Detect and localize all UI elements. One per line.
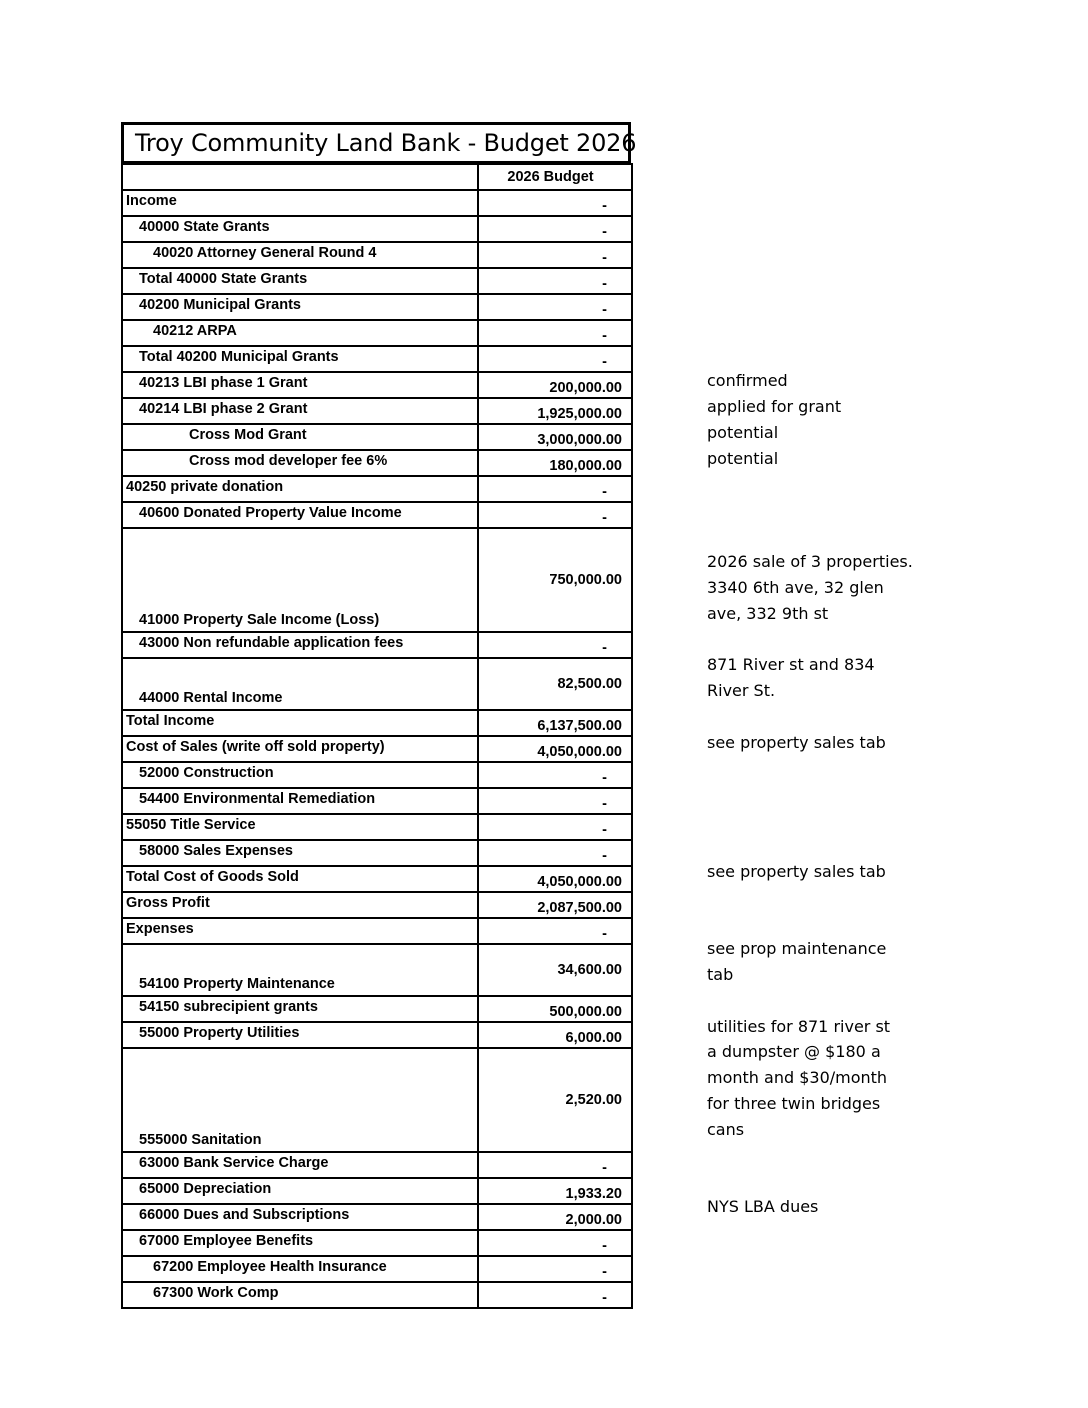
row-label: 44000 Rental Income bbox=[122, 658, 478, 710]
header-label-cell bbox=[122, 164, 478, 190]
note-line: month and $30/month bbox=[707, 1068, 888, 1087]
table-row bbox=[122, 1022, 632, 1048]
table-row bbox=[122, 918, 632, 944]
row-value: 2,520.00 bbox=[478, 1048, 632, 1152]
table-row bbox=[122, 502, 632, 528]
row-label: Expenses bbox=[122, 918, 478, 944]
table-row bbox=[122, 1204, 632, 1230]
row-label: Gross Profit bbox=[122, 892, 478, 918]
row-label: Income bbox=[122, 190, 478, 216]
table-row bbox=[122, 710, 632, 736]
table-row bbox=[122, 346, 632, 372]
note-line: tab bbox=[707, 965, 734, 984]
table-row bbox=[122, 372, 632, 398]
row-label: Cross mod developer fee 6% bbox=[122, 450, 478, 476]
row-label: Total Income bbox=[122, 710, 478, 736]
row-value: 750,000.00 bbox=[478, 528, 632, 632]
row-note bbox=[707, 859, 886, 885]
table-row bbox=[122, 1178, 632, 1204]
row-label: 555000 Sanitation bbox=[122, 1048, 478, 1152]
table-row bbox=[122, 528, 632, 632]
row-value: 2,087,500.00 bbox=[478, 892, 632, 918]
row-value: 1,933.20 bbox=[478, 1178, 632, 1204]
row-note bbox=[707, 1039, 887, 1143]
row-value: 3,000,000.00 bbox=[478, 424, 632, 450]
table-row bbox=[122, 424, 632, 450]
row-label: 65000 Depreciation bbox=[122, 1178, 478, 1204]
row-value: - bbox=[478, 840, 632, 866]
table-row bbox=[122, 658, 632, 710]
note-line: applied for grant bbox=[707, 397, 842, 416]
row-value: - bbox=[478, 1282, 632, 1308]
row-label: Total 40200 Municipal Grants bbox=[122, 346, 478, 372]
row-value: 4,050,000.00 bbox=[478, 866, 632, 892]
table-row bbox=[122, 190, 632, 216]
note-line: potential bbox=[707, 423, 779, 442]
row-label: 55000 Property Utilities bbox=[122, 1022, 478, 1048]
row-note bbox=[707, 394, 841, 420]
row-value: - bbox=[478, 320, 632, 346]
row-label: 67000 Employee Benefits bbox=[122, 1230, 478, 1256]
table-row bbox=[122, 398, 632, 424]
row-value: - bbox=[478, 1256, 632, 1282]
note-line: River St. bbox=[707, 681, 776, 700]
row-value: - bbox=[478, 918, 632, 944]
note-line: for three twin bridges bbox=[707, 1094, 881, 1113]
table-row bbox=[122, 840, 632, 866]
table-row bbox=[122, 476, 632, 502]
row-note bbox=[707, 420, 778, 446]
table-row bbox=[122, 632, 632, 658]
note-line: confirmed bbox=[707, 371, 788, 390]
row-value: 180,000.00 bbox=[478, 450, 632, 476]
table-row bbox=[122, 450, 632, 476]
table-row bbox=[122, 814, 632, 840]
row-label: 67200 Employee Health Insurance bbox=[122, 1256, 478, 1282]
note-line: see prop maintenance bbox=[707, 939, 887, 958]
table-row bbox=[122, 762, 632, 788]
row-label: 40214 LBI phase 2 Grant bbox=[122, 398, 478, 424]
row-note bbox=[707, 730, 886, 756]
row-label: 40600 Donated Property Value Income bbox=[122, 502, 478, 528]
note-line: 2026 sale of 3 properties. bbox=[707, 552, 913, 571]
row-value: - bbox=[478, 632, 632, 658]
row-note bbox=[707, 936, 886, 988]
row-value: 82,500.00 bbox=[478, 658, 632, 710]
table-row bbox=[122, 1256, 632, 1282]
row-note bbox=[707, 549, 913, 627]
row-note bbox=[707, 1194, 818, 1220]
row-label: 67300 Work Comp bbox=[122, 1282, 478, 1308]
note-line: see property sales tab bbox=[707, 862, 886, 881]
row-value: - bbox=[478, 502, 632, 528]
note-line: a dumpster @ $180 a bbox=[707, 1042, 881, 1061]
row-value: 2,000.00 bbox=[478, 1204, 632, 1230]
row-value: - bbox=[478, 190, 632, 216]
table-row bbox=[122, 1152, 632, 1178]
row-label: 54400 Environmental Remediation bbox=[122, 788, 478, 814]
row-value: - bbox=[478, 346, 632, 372]
table-row bbox=[122, 1230, 632, 1256]
row-value: - bbox=[478, 1230, 632, 1256]
row-label: Total 40000 State Grants bbox=[122, 268, 478, 294]
row-label: Cross Mod Grant bbox=[122, 424, 478, 450]
table-row bbox=[122, 736, 632, 762]
row-value: - bbox=[478, 1152, 632, 1178]
row-label: 41000 Property Sale Income (Loss) bbox=[122, 528, 478, 632]
row-label: 40250 private donation bbox=[122, 476, 478, 502]
table-row bbox=[122, 320, 632, 346]
table-row bbox=[122, 866, 632, 892]
row-label: 58000 Sales Expenses bbox=[122, 840, 478, 866]
row-value: - bbox=[478, 294, 632, 320]
table-row bbox=[122, 944, 632, 996]
table-row bbox=[122, 1282, 632, 1308]
row-value: 4,050,000.00 bbox=[478, 736, 632, 762]
row-value: 6,000.00 bbox=[478, 1022, 632, 1048]
table-header-row bbox=[122, 164, 632, 190]
table-row bbox=[122, 216, 632, 242]
row-value: - bbox=[478, 814, 632, 840]
row-value: - bbox=[478, 788, 632, 814]
note-line: see property sales tab bbox=[707, 733, 886, 752]
row-label: 52000 Construction bbox=[122, 762, 478, 788]
row-value: - bbox=[478, 762, 632, 788]
row-note bbox=[707, 652, 875, 704]
note-line: ave, 332 9th st bbox=[707, 604, 829, 623]
note-line: potential bbox=[707, 449, 779, 468]
note-line: 3340 6th ave, 32 glen bbox=[707, 578, 884, 597]
row-label: Cost of Sales (write off sold property) bbox=[122, 736, 478, 762]
row-label: Total Cost of Goods Sold bbox=[122, 866, 478, 892]
row-label: 54150 subrecipient grants bbox=[122, 996, 478, 1022]
table-row bbox=[122, 996, 632, 1022]
table-row bbox=[122, 242, 632, 268]
table-row bbox=[122, 1048, 632, 1152]
row-value: - bbox=[478, 476, 632, 502]
note-line: utilities for 871 river st bbox=[707, 1017, 891, 1036]
row-label: 40213 LBI phase 1 Grant bbox=[122, 372, 478, 398]
column-header-2026-budget: 2026 Budget bbox=[478, 164, 632, 190]
budget-table bbox=[121, 163, 633, 1309]
table-row bbox=[122, 294, 632, 320]
row-value: 200,000.00 bbox=[478, 372, 632, 398]
row-label: 63000 Bank Service Charge bbox=[122, 1152, 478, 1178]
table-row bbox=[122, 788, 632, 814]
sheet-title: Troy Community Land Bank - Budget 2026 bbox=[121, 122, 631, 163]
row-value: 34,600.00 bbox=[478, 944, 632, 996]
row-value: 1,925,000.00 bbox=[478, 398, 632, 424]
row-label: 40000 State Grants bbox=[122, 216, 478, 242]
note-line: cans bbox=[707, 1120, 745, 1139]
budget-sheet bbox=[121, 122, 637, 1309]
row-value: 500,000.00 bbox=[478, 996, 632, 1022]
row-label: 40212 ARPA bbox=[122, 320, 478, 346]
note-line: NYS LBA dues bbox=[707, 1197, 819, 1216]
table-row bbox=[122, 268, 632, 294]
row-label: 40020 Attorney General Round 4 bbox=[122, 242, 478, 268]
row-value: - bbox=[478, 216, 632, 242]
row-label: 54100 Property Maintenance bbox=[122, 944, 478, 996]
table-row bbox=[122, 892, 632, 918]
row-value: - bbox=[478, 242, 632, 268]
row-label: 55050 Title Service bbox=[122, 814, 478, 840]
row-label: 40200 Municipal Grants bbox=[122, 294, 478, 320]
row-note bbox=[707, 368, 788, 394]
row-value: - bbox=[478, 268, 632, 294]
row-label: 66000 Dues and Subscriptions bbox=[122, 1204, 478, 1230]
row-label: 43000 Non refundable application fees bbox=[122, 632, 478, 658]
row-value: 6,137,500.00 bbox=[478, 710, 632, 736]
row-note bbox=[707, 446, 778, 472]
note-line: 871 River st and 834 bbox=[707, 655, 875, 674]
row-note bbox=[707, 1014, 890, 1040]
